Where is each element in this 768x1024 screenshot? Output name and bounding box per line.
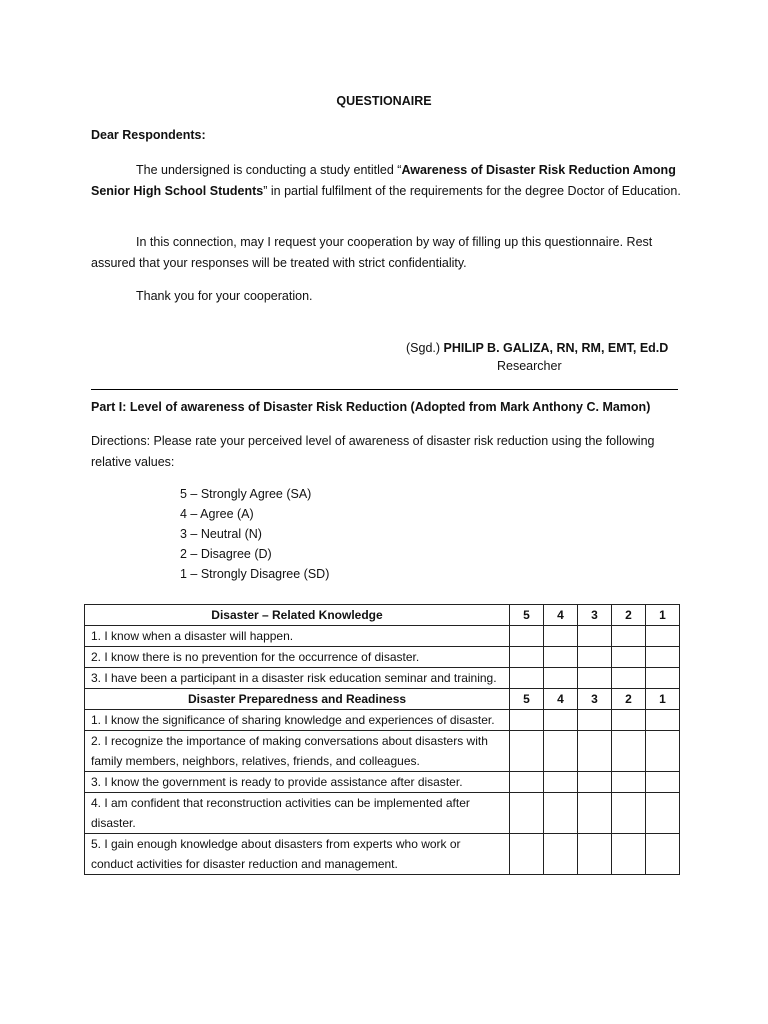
rating-table-body [85, 605, 680, 875]
rating-column-header: 5 [510, 689, 544, 710]
rating-cell[interactable] [578, 731, 612, 772]
rating-cell[interactable] [612, 710, 646, 731]
question-text: 4. I am confident that reconstruction activities can be implemented after disaster. [85, 793, 510, 834]
rating-cell[interactable] [510, 772, 544, 793]
study-title: Awareness of Disaster Risk Reduction Among Senior High School Students [91, 163, 676, 198]
scale-item: 1 – Strongly Disagree (SD) [180, 567, 330, 581]
rating-cell[interactable] [544, 834, 578, 875]
scale-item: 4 – Agree (A) [180, 507, 254, 521]
table-row [85, 668, 680, 689]
rating-cell[interactable] [612, 834, 646, 875]
rating-cell[interactable] [578, 772, 612, 793]
rating-cell[interactable] [646, 772, 680, 793]
rating-column-header: 4 [544, 689, 578, 710]
question-text: 5. I gain enough knowledge about disasters from experts who work or conduct activities for disaster reduction and management. [85, 834, 510, 875]
question-text: 3. I have been a participant in a disaster risk education seminar and training. [85, 668, 510, 689]
page-title: QUESTIONAIRE [336, 94, 432, 108]
rating-cell[interactable] [510, 731, 544, 772]
part-title: Part I: Level of awareness of Disaster Risk Reduction (Adopted from Mark Anthony C. Mamon) [91, 400, 651, 414]
section-header-row [85, 689, 680, 710]
intro-paragraph [91, 160, 681, 202]
rating-scale [180, 484, 329, 584]
rating-column-header: 3 [578, 689, 612, 710]
rating-cell[interactable] [612, 647, 646, 668]
rating-cell[interactable] [612, 731, 646, 772]
directions: Directions: Please rate your perceived level of awareness of disaster risk reduction using the following relative values: [91, 434, 655, 469]
signature-name: PHILIP B. GALIZA, RN, RM, EMT, Ed.D [443, 341, 669, 355]
table-row [85, 793, 680, 834]
rating-cell[interactable] [578, 626, 612, 647]
scale-item: 2 – Disagree (D) [180, 547, 272, 561]
divider [91, 389, 678, 390]
rating-column-header: 4 [544, 605, 578, 626]
rating-cell[interactable] [578, 710, 612, 731]
rating-column-header: 5 [510, 605, 544, 626]
signature-role: Researcher [497, 359, 562, 373]
rating-column-header: 3 [578, 605, 612, 626]
question-text: 2. I recognize the importance of making conversations about disasters with family members, neighbors, relatives, friends, and colleagues. [85, 731, 510, 772]
question-text: 3. I know the government is ready to provide assistance after disaster. [85, 772, 510, 793]
intro-after: ” in partial fulfilment of the requirements for the degree Doctor of Education. [263, 184, 681, 198]
table-row [85, 626, 680, 647]
rating-cell[interactable] [612, 793, 646, 834]
rating-column-header: 2 [612, 689, 646, 710]
rating-cell[interactable] [646, 668, 680, 689]
rating-cell[interactable] [646, 647, 680, 668]
question-text: 2. I know there is no prevention for the occurrence of disaster. [85, 647, 510, 668]
rating-cell[interactable] [544, 772, 578, 793]
rating-cell[interactable] [510, 793, 544, 834]
rating-cell[interactable] [578, 668, 612, 689]
request-paragraph: In this connection, may I request your cooperation by way of filling up this questionnaire. Rest assured that your responses will be treated with strict confidentiality. [91, 235, 653, 270]
rating-cell[interactable] [544, 668, 578, 689]
rating-cell[interactable] [578, 793, 612, 834]
rating-cell[interactable] [612, 668, 646, 689]
rating-cell[interactable] [544, 626, 578, 647]
rating-cell[interactable] [544, 647, 578, 668]
rating-cell[interactable] [510, 647, 544, 668]
rating-cell[interactable] [510, 710, 544, 731]
rating-cell[interactable] [544, 793, 578, 834]
section-header-row [85, 605, 680, 626]
greeting: Dear Respondents: [91, 128, 206, 142]
rating-cell[interactable] [578, 834, 612, 875]
rating-cell[interactable] [510, 626, 544, 647]
table-row [85, 647, 680, 668]
rating-cell[interactable] [646, 626, 680, 647]
table-row [85, 731, 680, 772]
rating-cell[interactable] [578, 647, 612, 668]
rating-cell[interactable] [646, 731, 680, 772]
rating-cell[interactable] [544, 710, 578, 731]
section-heading: Disaster Preparedness and Readiness [85, 689, 510, 710]
rating-cell[interactable] [612, 772, 646, 793]
rating-cell[interactable] [646, 793, 680, 834]
rating-column-header: 1 [646, 605, 680, 626]
rating-cell[interactable] [646, 710, 680, 731]
rating-cell[interactable] [544, 731, 578, 772]
table-row [85, 710, 680, 731]
table-row [85, 834, 680, 875]
question-text: 1. I know the significance of sharing knowledge and experiences of disaster. [85, 710, 510, 731]
rating-cell[interactable] [612, 626, 646, 647]
rating-cell[interactable] [646, 834, 680, 875]
thanks-paragraph: Thank you for your cooperation. [136, 289, 313, 303]
rating-cell[interactable] [510, 668, 544, 689]
rating-column-header: 2 [612, 605, 646, 626]
scale-item: 5 – Strongly Agree (SA) [180, 487, 312, 501]
question-text: 1. I know when a disaster will happen. [85, 626, 510, 647]
rating-table [84, 604, 680, 875]
signature-line [406, 341, 668, 355]
intro-before: The undersigned is conducting a study entitled “ [136, 163, 402, 177]
table-row [85, 772, 680, 793]
rating-column-header: 1 [646, 689, 680, 710]
rating-cell[interactable] [510, 834, 544, 875]
signature-prefix: (Sgd.) [406, 341, 441, 355]
section-heading: Disaster – Related Knowledge [85, 605, 510, 626]
scale-item: 3 – Neutral (N) [180, 527, 262, 541]
